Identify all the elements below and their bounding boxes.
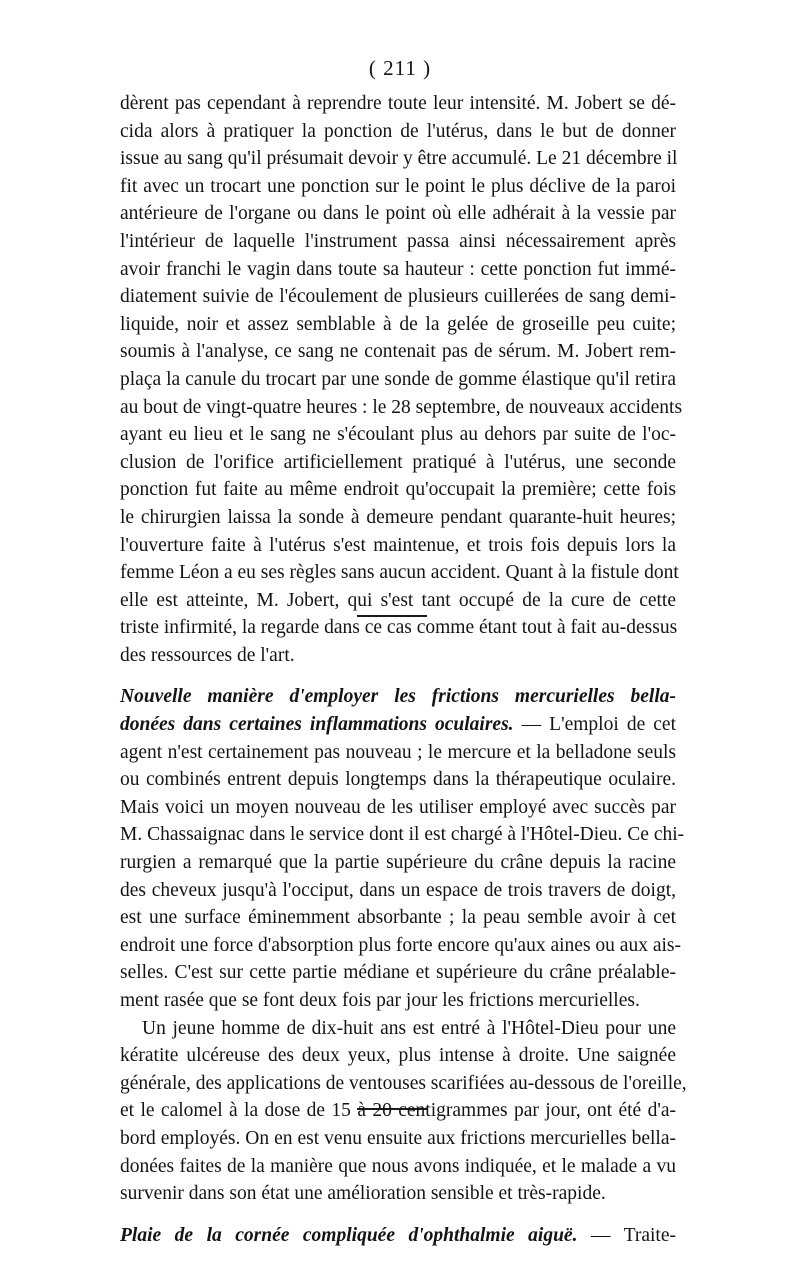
text-line [120, 821, 685, 849]
text-line [120, 449, 676, 477]
line-text: l'intérieur de laquelle l'instrument passa ainsi nécessairement après [120, 230, 676, 252]
line-text: cida alors à pratiquer la ponction de l'utérus, dans le but de donner [120, 120, 676, 142]
text-line [120, 532, 676, 560]
text-line [120, 849, 676, 877]
text-line [120, 587, 676, 615]
line-text: avoir franchi le vagin dans toute sa hauteur : cette ponction fut immé- [120, 258, 676, 280]
line-text: soumis à l'analyse, ce sang ne contenait pas de sérum. M. Jobert rem- [120, 341, 676, 363]
text-line [120, 877, 676, 905]
body-text [120, 90, 687, 1249]
text-line [120, 421, 676, 449]
line-text: bord employés. On en est venu ensuite aux frictions mercurielles bella- [120, 1127, 676, 1149]
text-line [120, 90, 676, 118]
line-text: liquide, noir et assez semblable à de la gelée de groseille peu cuite; [120, 313, 676, 335]
line-text: elle est atteinte, M. Jobert, qui s'est tant occupé de la cure de cette [120, 589, 676, 611]
text-line [120, 559, 679, 587]
text-line [120, 1153, 676, 1181]
line-text: endroit une force d'absorption plus forte encore qu'aux aines ou aux ais- [120, 934, 681, 956]
text-line [120, 1015, 676, 1043]
text-line [120, 476, 676, 504]
text-line [120, 1097, 676, 1125]
text-line [120, 173, 676, 201]
text-line [120, 200, 676, 228]
line-text: — L'emploi de cet [513, 714, 677, 736]
text-line [120, 1180, 676, 1208]
text-line [120, 228, 676, 256]
line-text: et le calomel à la dose de 15 à 20 centigrammes par jour, ont été d'a- [120, 1100, 676, 1122]
section-heading: Plaie de la cornée compliquée d'ophthalmie aiguë. [120, 1224, 578, 1246]
text-line [120, 145, 676, 173]
line-text: donées faites de la manière que nous avons indiquée, et le malade a vu [120, 1155, 676, 1177]
text-line [120, 766, 676, 794]
section-heading-line [120, 683, 676, 711]
line-text: ponction fut faite au même endroit qu'occupait la première; cette fois [120, 479, 676, 501]
line-text: rurgien a remarqué que la partie supérieure du crâne depuis la racine [120, 852, 676, 874]
text-line [120, 1125, 676, 1153]
text-line [120, 256, 676, 284]
line-text: — Traite- [577, 1224, 676, 1246]
text-line [120, 283, 676, 311]
line-text: le chirurgien laissa la sonde à demeure pendant quarante-huit heures; [120, 506, 676, 528]
line-text: des cheveux jusqu'à l'occiput, dans un espace de trois travers de doigt, [120, 879, 676, 901]
line-text: fit avec un trocart une ponction sur le point le plus déclive de la paroi [120, 175, 676, 197]
line-text: antérieure de l'organe ou dans le point où elle adhérait à la vessie par [120, 203, 676, 225]
section-heading-line [120, 711, 676, 739]
line-text: M. Chassaignac dans le service dont il est chargé à l'Hôtel-Dieu. Ce chi- [120, 824, 685, 846]
text-line [120, 987, 676, 1015]
line-text: survenir dans son état une amélioration sensible et très-rapide. [120, 1183, 606, 1205]
section-heading-line [120, 1222, 676, 1250]
text-line [120, 959, 676, 987]
line-text: plaça la canule du trocart par une sonde de gomme élastique qu'il retira [120, 368, 676, 390]
text-line [120, 394, 683, 422]
line-text: kératite ulcéreuse des deux yeux, plus intense à droite. Une saignée [120, 1045, 676, 1067]
line-text: Mais voici un moyen nouveau de les utiliser employé avec succès par [120, 796, 676, 818]
text-line [120, 366, 676, 394]
section-heading: Nouvelle manière d'employer les frictions mercurielles bella- [120, 686, 676, 708]
line-text: diatement suivie de l'écoulement de plusieurs cuillerées de sang demi- [120, 286, 676, 308]
text-line [120, 904, 676, 932]
text-line [120, 1070, 687, 1098]
line-text: l'ouverture faite à l'utérus s'est maintenue, et trois fois depuis lors la [120, 534, 676, 556]
text-line [120, 739, 676, 767]
text-line [120, 311, 676, 339]
line-text: triste infirmité, la regarde dans ce cas comme étant tout à fait au-dessus [120, 617, 678, 639]
page-number: ( 211 ) [368, 56, 432, 80]
line-text: selles. C'est sur cette partie médiane et supérieure du crâne préalable- [120, 962, 676, 984]
line-text: dèrent pas cependant à reprendre toute leur intensité. M. Jobert se dé- [120, 93, 676, 114]
line-text: ayant eu lieu et le sang ne s'écoulant plus au dehors par suite de l'oc- [120, 424, 676, 446]
text-line [120, 932, 681, 960]
text-line [120, 1042, 676, 1070]
line-text: issue au sang qu'il présumait devoir y être accumulé. Le 21 décembre il [120, 148, 678, 170]
text-line [120, 338, 676, 366]
text-line [120, 642, 676, 670]
text-line [120, 504, 676, 532]
line-text: ou combinés entrent depuis longtemps dans la thérapeutique oculaire. [120, 769, 676, 791]
line-text: ment rasée que se font deux fois par jour les frictions mercurielles. [120, 990, 640, 1011]
section-heading: donées dans certaines inflammations oculaires. [120, 714, 514, 736]
line-text: générale, des applications de ventouses scarifiées au-dessous de l'oreille, [120, 1072, 687, 1094]
text-line [120, 118, 676, 146]
line-text: Un jeune homme de dix-huit ans est entré à l'Hôtel-Dieu pour une [142, 1017, 676, 1039]
line-text: au bout de vingt-quatre heures : le 28 septembre, de nouveaux accidents [120, 396, 683, 418]
line-text: des ressources de l'art. [120, 644, 295, 666]
line-text: agent n'est certainement pas nouveau ; le mercure et la belladone seuls [120, 741, 676, 763]
line-text: femme Léon a eu ses règles sans aucun accident. Quant à la fistule dont [120, 562, 679, 584]
text-line [120, 794, 676, 822]
line-text: est une surface éminemment absorbante ; la peau semble avoir à cet [120, 907, 676, 929]
line-text: clusion de l'orifice artificiellement pratiqué à l'utérus, une seconde [120, 451, 676, 473]
text-line [120, 614, 676, 642]
